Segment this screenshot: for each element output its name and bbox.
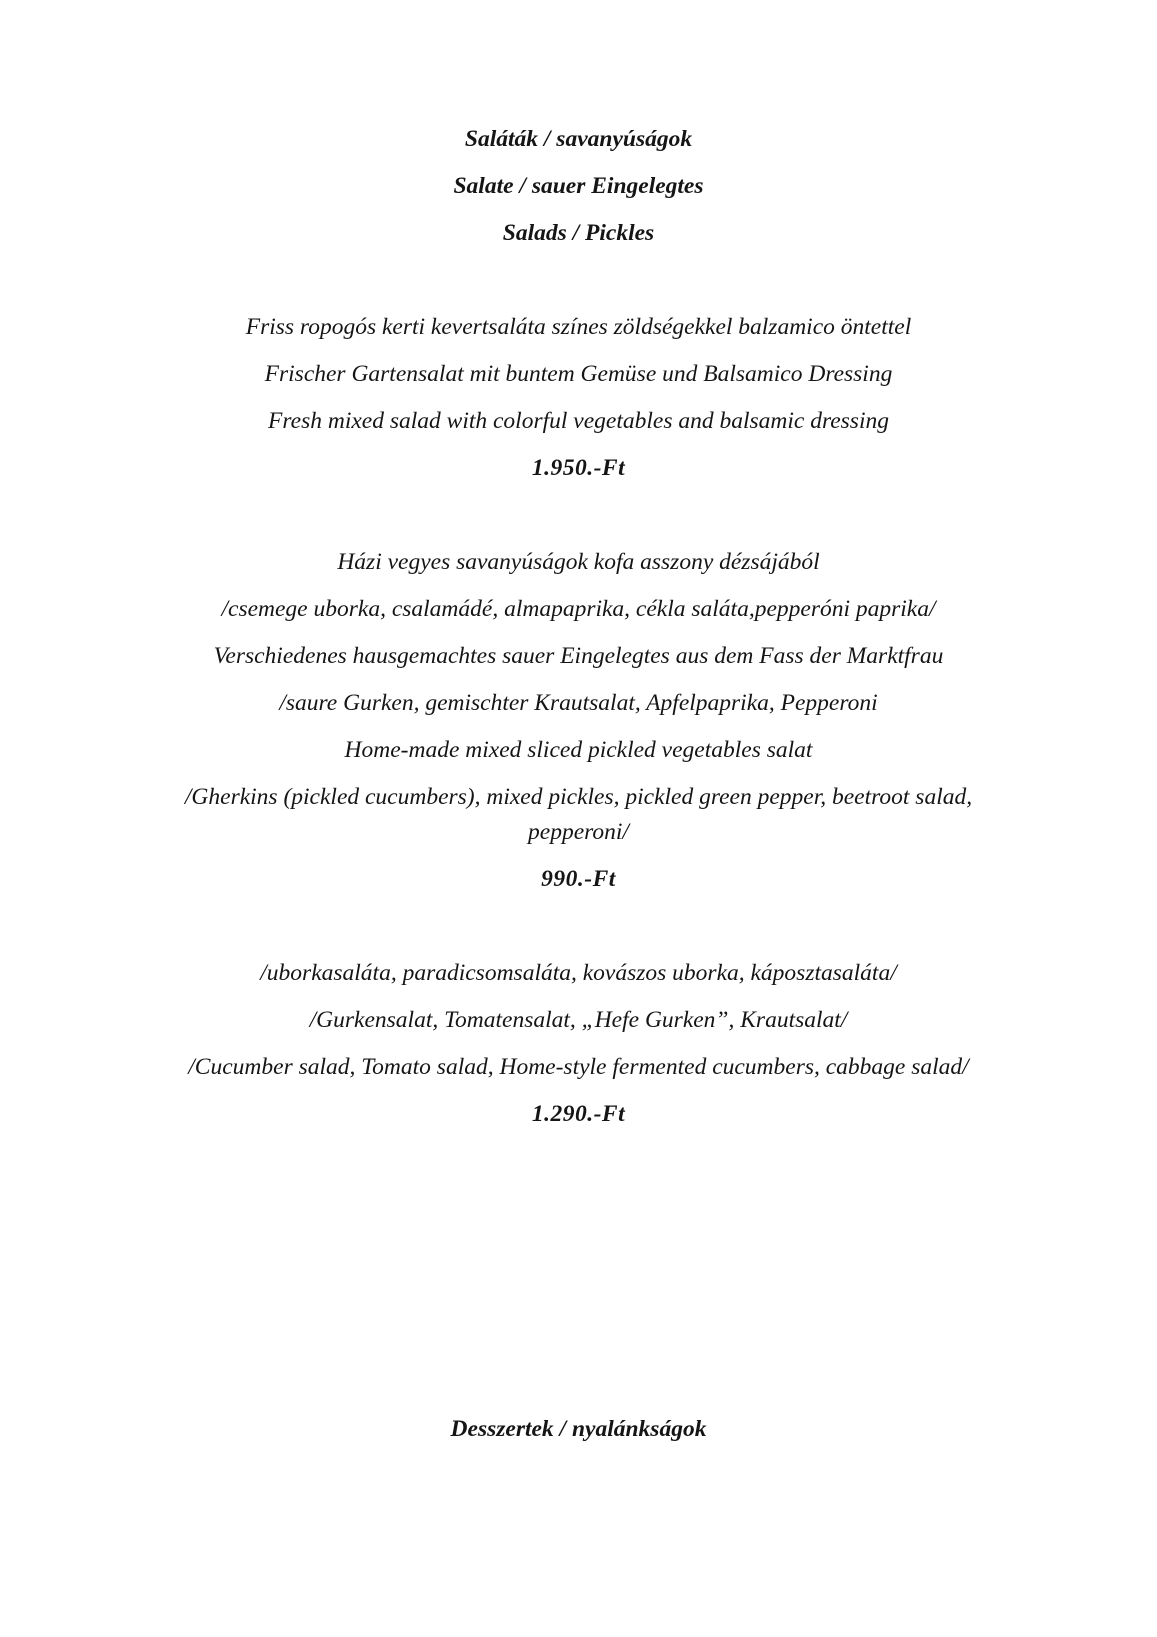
price: 1.290.-Ft [531, 1101, 626, 1127]
menu-page [137, 0, 1021, 1447]
spacer [137, 498, 1021, 545]
menu-line-de-detail: /saure Gurken, gemischter Krautsalat, Apfelpaprika, Pepperoni [279, 690, 878, 716]
menu-item-salad-selection [137, 956, 1021, 1132]
menu-line-de: Frischer Gartensalat mit buntem Gemüse und Balsamico Dressing [264, 361, 893, 387]
spacer [137, 909, 1021, 956]
section-heading-line: Salads / Pickles [502, 220, 655, 246]
menu-line-en-detail: /Gherkins (pickled cucumbers), mixed pickles, pickled green pepper, beetroot salad, pepperoni/ [184, 784, 973, 845]
price: 990.-Ft [541, 866, 616, 892]
menu-line-en: /Cucumber salad, Tomato salad, Home-style fermented cucumbers, cabbage salad/ [188, 1054, 969, 1080]
section-heading-line: Saláták / savanyúságok [464, 126, 693, 152]
menu-line-hu: Friss ropogós kerti kevertsaláta színes zöldségekkel balzamico öntettel [245, 314, 912, 340]
menu-line-hu: Házi vegyes savanyúságok kofa asszony dézsájából [337, 549, 820, 575]
menu-line-en: Home-made mixed sliced pickled vegetables salat [344, 737, 813, 763]
menu-item-mixed-pickles [137, 545, 1021, 897]
price: 1.950.-Ft [531, 455, 626, 481]
section-heading-desserts [137, 1412, 1021, 1447]
menu-line-hu: /uborkasaláta, paradicsomsaláta, kovászos uborka, káposztasaláta/ [260, 960, 897, 986]
spacer [137, 1144, 1021, 1412]
section-heading-line: Salate / sauer Eingelegtes [453, 173, 704, 199]
spacer [137, 263, 1021, 310]
menu-line-de: Verschiedenes hausgemachtes sauer Eingelegtes aus dem Fass der Marktfrau [213, 643, 944, 669]
section-heading-line: Desszertek / nyalánkságok [450, 1416, 707, 1442]
menu-line-hu-detail: /csemege uborka, csalamádé, almapaprika, cékla saláta,pepperóni paprika/ [221, 596, 936, 622]
section-heading-salads [137, 122, 1021, 251]
menu-item-fresh-mixed-salad [137, 310, 1021, 486]
menu-line-en: Fresh mixed salad with colorful vegetables and balsamic dressing [268, 408, 889, 434]
menu-line-de: /Gurkensalat, Tomatensalat, „Hefe Gurken”, Krautsalat/ [309, 1007, 848, 1033]
